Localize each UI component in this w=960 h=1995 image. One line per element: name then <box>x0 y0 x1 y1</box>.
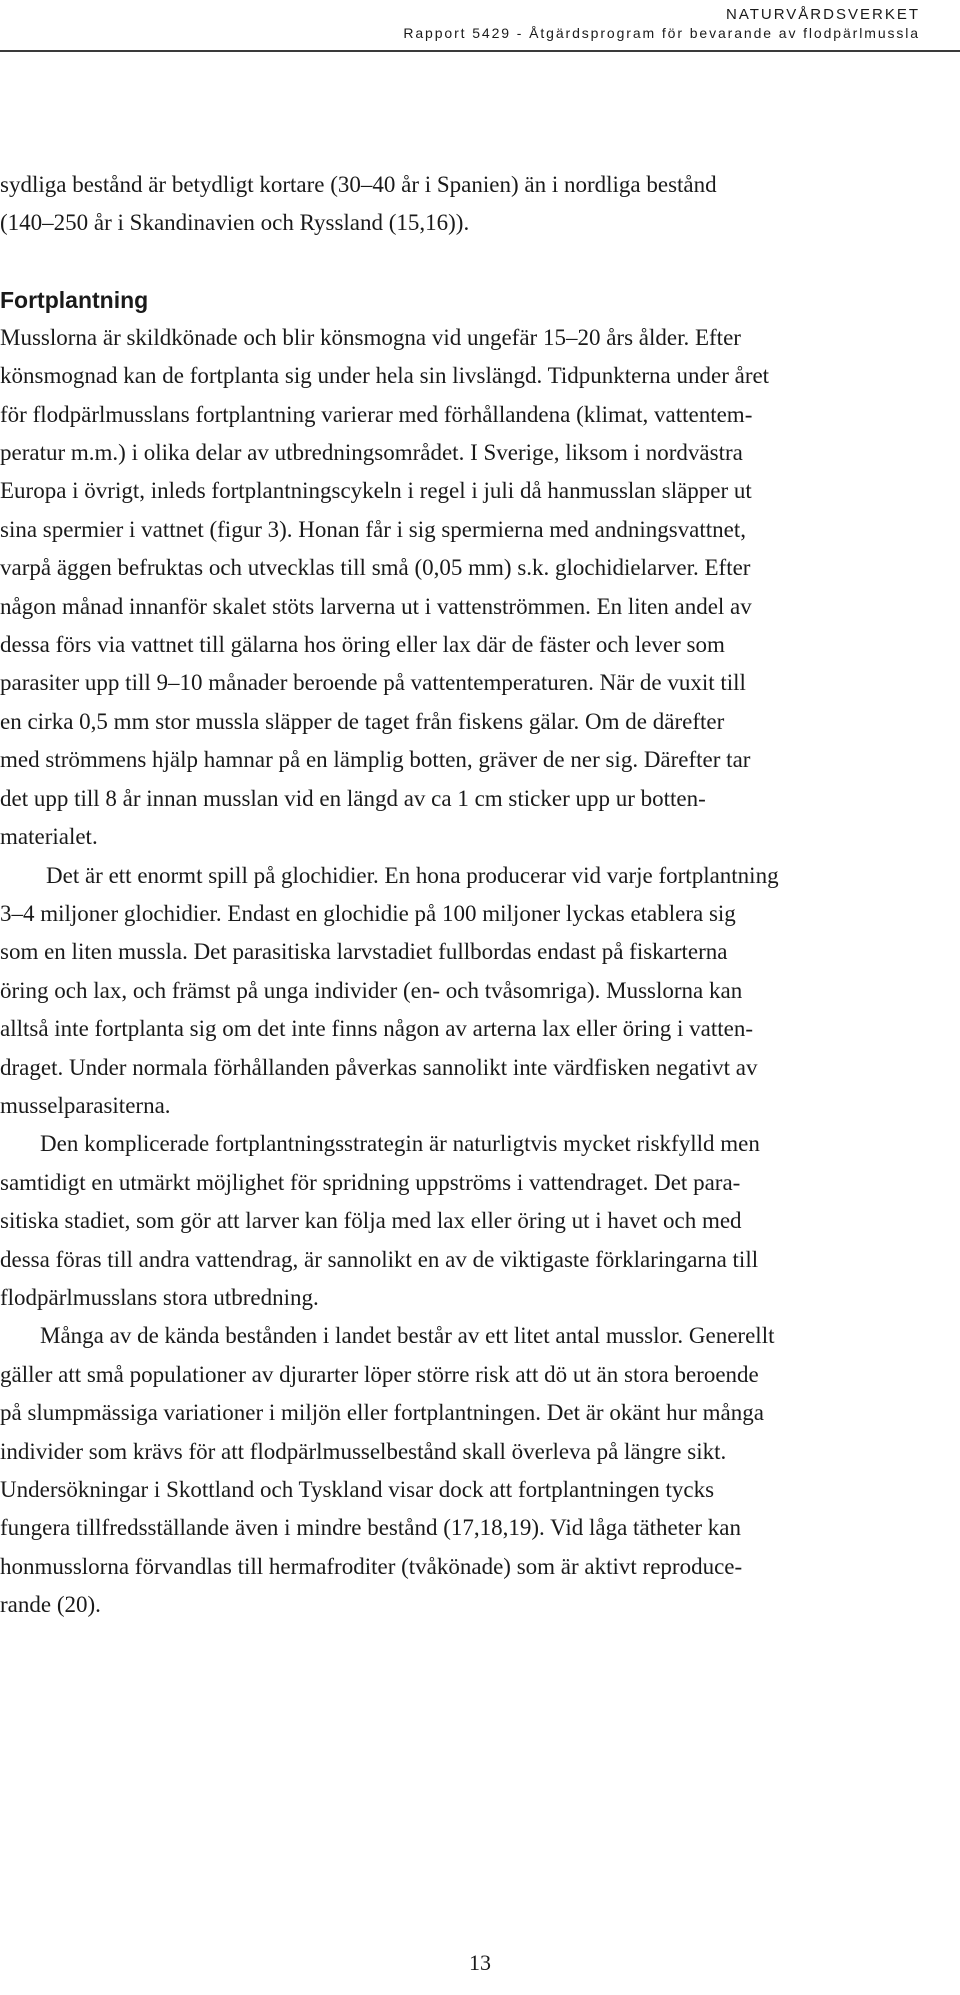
text-line: sina spermier i vattnet (figur 3). Honan får i sig spermierna med andningsvattnet, <box>0 516 747 542</box>
paragraph-3 <box>0 1125 960 1317</box>
paragraph-4 <box>0 1317 960 1624</box>
intro-paragraph <box>0 166 960 243</box>
header-report-title: Rapport 5429 - Åtgärdsprogram för bevarande av flodpärlmussla <box>403 25 920 41</box>
text-line: öring och lax, och främst på unga individer (en- och tvåsomriga). Musslorna kan <box>0 977 743 1003</box>
text-line: Många av de kända bestånden i landet består av ett litet antal musslor. Generellt <box>40 1323 775 1349</box>
text-line: draget. Under normala förhållanden påverkas sannolikt inte värdfisken negativt av <box>0 1054 758 1080</box>
page-number: 13 <box>469 1950 491 1975</box>
text-line: parasiter upp till 9–10 månader beroende på vattentemperaturen. När de vuxit till <box>0 670 746 696</box>
page-header <box>403 6 920 42</box>
text-line: materialet. <box>0 824 98 850</box>
text-line: 3–4 miljoner glochidier. Endast en glochidie på 100 miljoner lyckas etablera sig <box>0 900 736 926</box>
text-line: det upp till 8 år innan musslan vid en längd av ca 1 cm sticker upp ur botten- <box>0 785 706 811</box>
text-line: musselparasiterna. <box>0 1092 171 1118</box>
text-line: individer som krävs för att flodpärlmusselbestånd skall överleva på längre sikt. <box>0 1438 727 1464</box>
text-line: samtidigt en utmärkt möjlighet för spridning uppströms i vattendraget. Det para- <box>0 1169 741 1195</box>
header-divider <box>0 50 960 52</box>
text-line: dessa föras till andra vattendrag, är sannolikt en av de viktigaste förklaringarna till <box>0 1246 759 1272</box>
text-line: någon månad innanför skalet stöts larverna ut i vattenströmmen. En liten andel av <box>0 593 752 619</box>
text-line: med strömmens hjälp hamnar på en lämplig botten, gräver de ner sig. Därefter tar <box>0 747 751 773</box>
text-line: Undersökningar i Skottland och Tyskland visar dock att fortplantningen tycks <box>0 1477 715 1502</box>
text-line: Musslorna är skildkönade och blir könsmogna vid ungefär 15–20 års ålder. Efter <box>0 324 741 350</box>
text-line: sydliga bestånd är betydligt kortare (30–40 år i Spanien) än i nordliga bestånd <box>0 172 717 197</box>
text-line: gäller att små populationer av djurarter löper större risk att dö ut än stora beroende <box>0 1361 759 1387</box>
text-line: Det är ett enormt spill på glochidier. En hona producerar vid varje fortplantning <box>46 862 779 888</box>
text-line: alltså inte fortplanta sig om det inte finns någon av arterna lax eller öring i vatten- <box>0 1016 754 1042</box>
text-line: på slumpmässiga variationer i miljön eller fortplantningen. Det är okänt hur många <box>0 1400 764 1426</box>
text-line: varpå äggen befruktas och utvecklas till små (0,05 mm) s.k. glochidielarver. Efter <box>0 555 751 581</box>
text-line: fungera tillfredsställande även i mindre bestånd (17,18,19). Vid låga tätheter kan <box>0 1515 741 1541</box>
page-body <box>0 166 960 1625</box>
text-line: flodpärlmusslans stora utbredning. <box>0 1284 319 1310</box>
text-line: rande (20). <box>0 1592 101 1618</box>
paragraph-spacer <box>0 243 960 281</box>
text-line: för flodpärlmusslans fortplantning varierar med förhållandena (klimat, vattentem- <box>0 401 753 427</box>
text-line: honmusslorna förvandlas till hermafroditer (tvåkönade) som är aktivt reproduce- <box>0 1553 743 1579</box>
text-line: som en liten mussla. Det parasitiska larvstadiet fullbordas endast på fiskarterna <box>0 939 728 965</box>
paragraph-1 <box>0 319 960 857</box>
text-line: peratur m.m.) i olika delar av utbredningsområdet. I Sverige, liksom i nordvästra <box>0 440 743 466</box>
text-line: Europa i övrigt, inleds fortplantningscykeln i regel i juli då hanmusslan släpper ut <box>0 478 752 504</box>
section-heading: Fortplantning <box>0 286 149 313</box>
text-line: dessa förs via vattnet till gälarna hos öring eller lax där de fäster och lever som <box>0 632 725 658</box>
text-line: Den komplicerade fortplantningsstrategin är naturligtvis mycket riskfylld men <box>40 1131 760 1157</box>
text-line: en cirka 0,5 mm stor mussla släpper de taget från fiskens gälar. Om de därefter <box>0 708 725 734</box>
text-line: sitiska stadiet, som gör att larver kan följa med lax eller öring ut i havet och med <box>0 1208 742 1234</box>
header-organization: NATURVÅRDSVERKET <box>726 6 920 23</box>
paragraph-2 <box>0 857 960 1126</box>
text-line: (140–250 år i Skandinavien och Ryssland (15,16)). <box>0 210 470 236</box>
text-line: könsmognad kan de fortplanta sig under hela sin livslängd. Tidpunkterna under året <box>0 363 770 389</box>
